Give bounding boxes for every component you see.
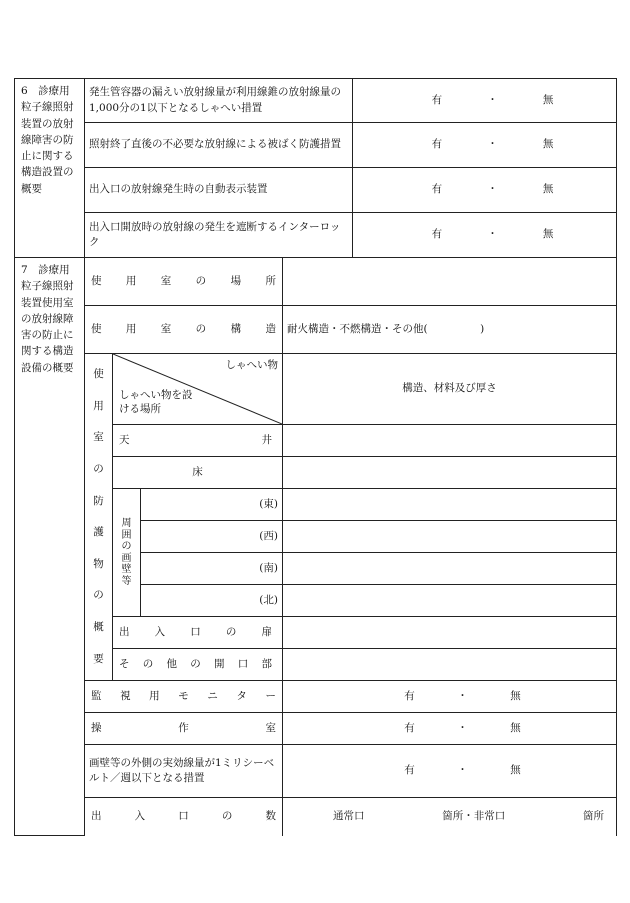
wall-west-field[interactable] — [283, 521, 617, 553]
door-field[interactable] — [283, 617, 617, 649]
control-room-row — [15, 713, 617, 745]
entrance-count-row — [15, 798, 617, 836]
wall-measure-row — [15, 745, 617, 798]
sec6-choice-3[interactable]: 有 ・ 無 — [353, 168, 617, 213]
section6-label: 6 診療用粒子線照射装置の放射線障害の防止に関する構造設置の概要 — [15, 79, 85, 258]
normal-entrance-label: 通常口 — [333, 810, 365, 823]
entrance-count-field[interactable] — [283, 798, 617, 836]
sec7-structure-row — [15, 306, 617, 354]
diagonal-bottom-label: しゃへい物を設ける場所 — [119, 388, 193, 415]
wall-measure-choice[interactable]: 有 ・ 無 — [283, 745, 617, 798]
sec7-diagonal-row — [15, 354, 617, 425]
sec6-item-3: 出入口の放射線発生時の自動表示装置 — [85, 168, 353, 213]
wall-south-label: (南) — [141, 553, 283, 585]
control-room-choice[interactable]: 有 ・ 無 — [283, 713, 617, 745]
section7-label: 7 診療用粒子線照射装置使用室の放射線障害の防止に関する構造設備の概要 — [15, 258, 85, 836]
sec6-choice-4[interactable]: 有 ・ 無 — [353, 213, 617, 258]
other-openings-field[interactable] — [283, 649, 617, 681]
ceiling-field[interactable] — [283, 425, 617, 457]
room-structure-label: 使 用 室 の 構 造 — [85, 306, 283, 354]
unit-label: 箇所 — [583, 810, 604, 823]
sec6-choice-1[interactable]: 有 ・ 無 — [353, 79, 617, 123]
diagonal-top-label: しゃへい物 — [225, 359, 278, 371]
monitor-label: 監 視 用 モ ニ タ ー — [85, 681, 283, 713]
sec7-location-row — [15, 258, 617, 306]
sec6-item-4: 出入口開放時の放射線の発生を遮断するインターロック — [85, 213, 353, 258]
wall-south-field[interactable] — [283, 553, 617, 585]
wall-east-label: (東) — [141, 489, 283, 521]
materials-header: 構造、材料及び厚さ — [283, 354, 617, 425]
ceiling-label: 天 井 — [113, 425, 283, 457]
room-structure-field[interactable]: 耐火構造・不燃構造・その他( ) — [283, 306, 617, 354]
floor-field[interactable] — [283, 457, 617, 489]
wall-east-field[interactable] — [283, 489, 617, 521]
surrounding-walls-vertical-label: 周 囲 の 画 壁 等 — [113, 489, 141, 617]
diagonal-header-cell — [113, 354, 283, 425]
sec6-choice-2[interactable]: 有 ・ 無 — [353, 123, 617, 168]
sec6-row-4 — [15, 213, 617, 258]
protection-summary-vertical-label: 使 用 室 の 防 護 物 の 概 要 — [85, 354, 113, 681]
sec6-row-2 — [15, 123, 617, 168]
room-location-field[interactable] — [283, 258, 617, 306]
wall-north-field[interactable] — [283, 585, 617, 617]
room-location-label: 使 用 室 の 場 所 — [85, 258, 283, 306]
sec6-item-2: 照射終了直後の不必要な放射線による被ばく防護措置 — [85, 123, 353, 168]
floor-label: 床 — [113, 457, 283, 489]
application-form-table — [14, 78, 617, 836]
control-room-label: 操 作 室 — [85, 713, 283, 745]
wall-west-label: (西) — [141, 521, 283, 553]
separator-label: 箇所・非常口 — [442, 810, 506, 823]
sec6-item-1: 発生管容器の漏えい放射線量が利用線錐の放射線量の1,000分の1以下となるしゃへい措置 — [85, 79, 353, 123]
wall-north-label: (北) — [141, 585, 283, 617]
sec6-row-1 — [15, 79, 617, 123]
sec6-row-3 — [15, 168, 617, 213]
entrance-count-label: 出 入 口 の 数 — [85, 798, 283, 836]
wall-measure-label: 画壁等の外側の実効線量が1ミリシーベルト／週以下となる措置 — [85, 745, 283, 798]
monitor-row — [15, 681, 617, 713]
door-label: 出 入 口 の 扉 — [113, 617, 283, 649]
monitor-choice[interactable]: 有 ・ 無 — [283, 681, 617, 713]
other-openings-label: そ の 他 の 開 口 部 — [113, 649, 283, 681]
